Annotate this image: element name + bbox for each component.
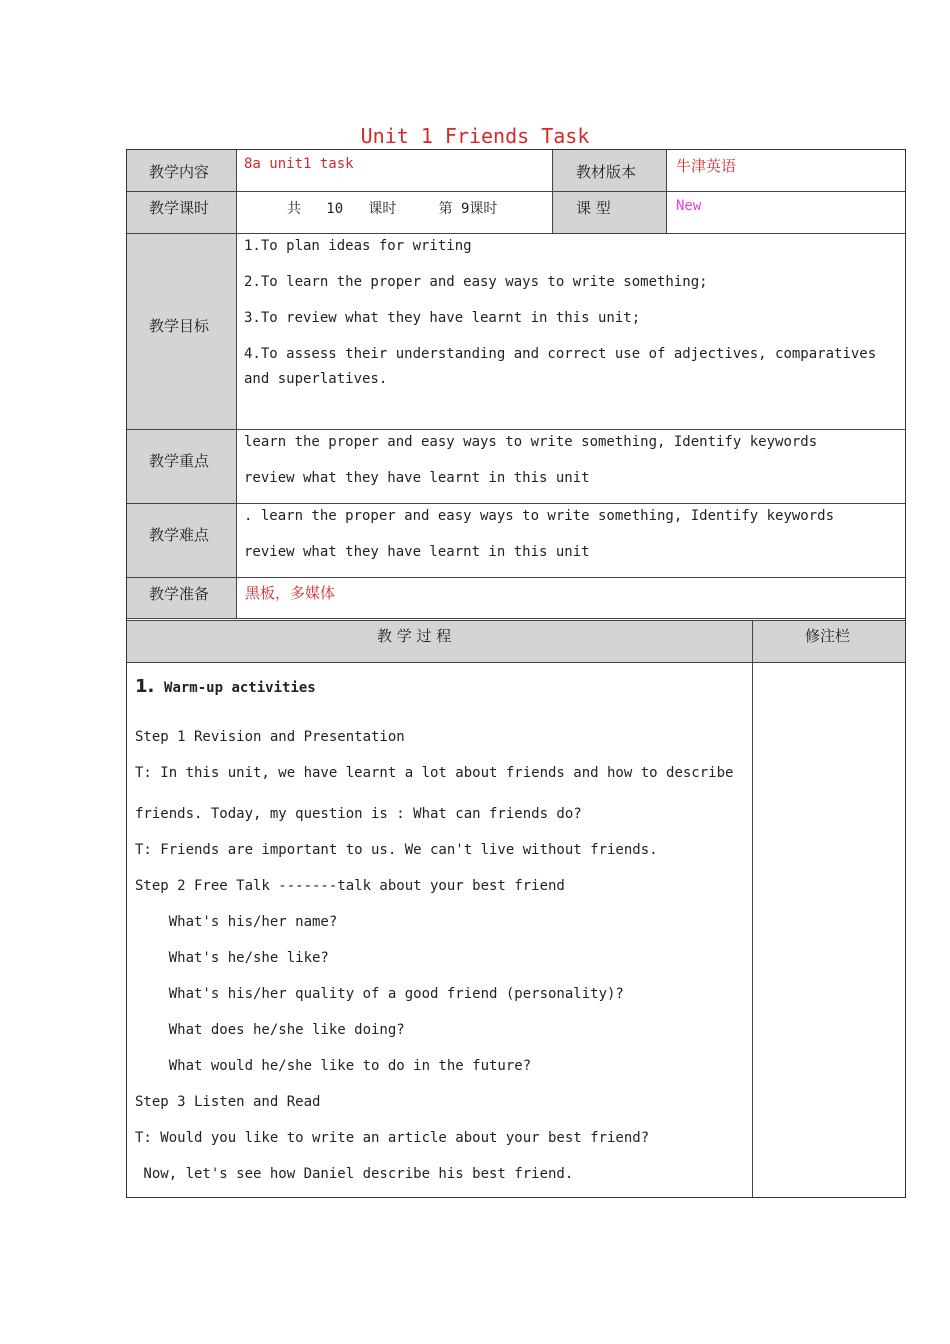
type-label: 课 型	[576, 199, 611, 217]
hours-value: 共 10 课时 第 9课时	[287, 201, 498, 217]
focus-label: 教学重点	[149, 452, 210, 470]
row-divider	[127, 577, 905, 578]
row-divider	[127, 233, 905, 234]
process-line: Step 3 Listen and Read	[135, 1094, 321, 1110]
page-title: Unit 1 Friends Task	[360, 124, 590, 148]
row-divider	[127, 620, 905, 621]
row-divider	[127, 429, 905, 430]
process-line: What would he/she like to do in the future?	[135, 1058, 532, 1074]
row-divider	[127, 662, 905, 663]
process-header: 教 学 过 程	[377, 627, 452, 645]
column-divider	[752, 620, 753, 1197]
process-line: T: Would you like to write an article about your best friend?	[135, 1130, 650, 1146]
hours-label: 教学课时	[149, 199, 210, 217]
section-title: Warm-up activities	[164, 680, 316, 696]
process-line: What's his/her name?	[135, 914, 338, 930]
row-divider	[127, 191, 905, 192]
difficulty-label: 教学难点	[149, 526, 210, 544]
process-header-bg	[127, 620, 905, 662]
section-number: 1.	[135, 676, 155, 697]
section-heading	[135, 676, 316, 697]
goal-item: 2.To learn the proper and easy ways to write something;	[244, 274, 708, 290]
focus-item: learn the proper and easy ways to write something, Identify keywords	[244, 434, 818, 450]
edition-label: 教材版本	[576, 163, 637, 181]
column-divider	[666, 150, 667, 233]
process-line: Now, let's see how Daniel describe his best friend.	[135, 1166, 574, 1182]
column-divider	[552, 150, 553, 233]
process-line: T: In this unit, we have learnt a lot about friends and how to describe	[135, 765, 734, 781]
goal-item: 3.To review what they have learnt in this unit;	[244, 310, 641, 326]
goal-item: 1.To plan ideas for writing	[244, 238, 472, 254]
goals-label: 教学目标	[149, 317, 210, 335]
difficulty-item: review what they have learnt in this unit	[244, 544, 590, 560]
process-line: What does he/she like doing?	[135, 1022, 405, 1038]
focus-item: review what they have learnt in this unit	[244, 470, 590, 486]
type-value: New	[676, 198, 702, 214]
content-label: 教学内容	[149, 163, 210, 181]
process-line: T: Friends are important to us. We can't live without friends.	[135, 842, 658, 858]
difficulty-item: . learn the proper and easy ways to write something, Identify keywords	[244, 508, 835, 524]
column-divider	[236, 150, 237, 618]
process-line: Step 2 Free Talk -------talk about your best friend	[135, 878, 565, 894]
prep-label: 教学准备	[149, 585, 210, 603]
row-divider	[127, 618, 905, 619]
process-line: friends. Today, my question is : What can friends do?	[135, 806, 582, 822]
goal-item: and superlatives.	[244, 371, 388, 387]
notes-header: 修注栏	[805, 627, 851, 645]
prep-value: 黑板，多媒体	[245, 584, 336, 602]
process-line: Step 1 Revision and Presentation	[135, 729, 405, 745]
process-line: What's his/her quality of a good friend (personality)?	[135, 986, 624, 1002]
process-line: What's he/she like?	[135, 950, 329, 966]
edition-value: 牛津英语	[676, 157, 737, 175]
goal-item: 4.To assess their understanding and correct use of adjectives, comparatives	[244, 346, 877, 362]
lesson-plan-table	[126, 149, 906, 1198]
content-value: 8a unit1 task	[244, 156, 354, 172]
row-divider	[127, 503, 905, 504]
